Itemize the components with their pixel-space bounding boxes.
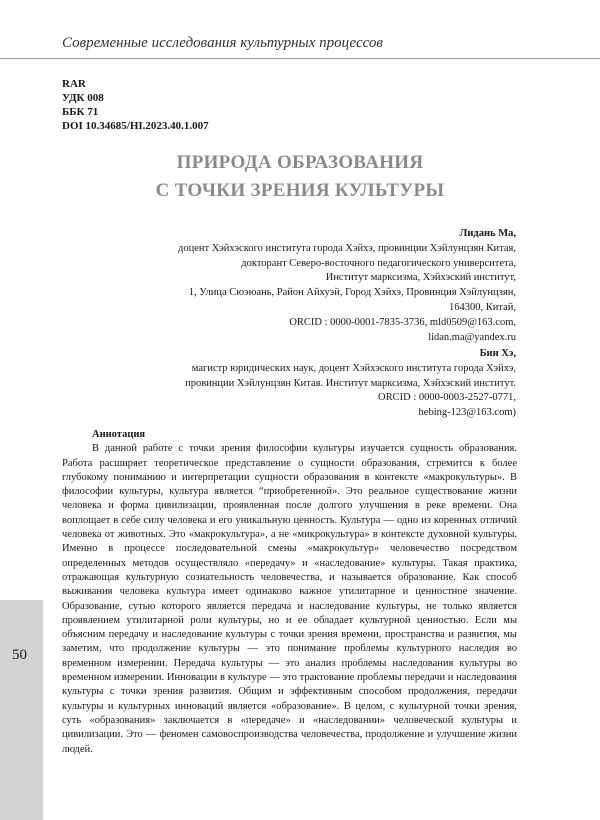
header-divider <box>0 58 600 59</box>
author-affiliation-line: Институт марксизма, Хэйхэский институт, <box>325 272 516 284</box>
abstract-heading: Аннотация <box>92 429 146 440</box>
author-name: Лидань Ма, <box>459 228 516 239</box>
title-line-1: ПРИРОДА ОБРАЗОВАНИЯ <box>176 152 424 173</box>
meta-doi: DOI 10.34685/HI.2023.40.1.007 <box>62 120 209 132</box>
author-affiliation-line: докторант Северо-восточного педагогического университета, <box>241 257 516 269</box>
author-contact-line: ORCID : 0000-0001-7835-3736, mld0509@163.com, <box>289 316 516 328</box>
author-block-1 <box>178 227 516 345</box>
journal-title: Современные исследования культурных процессов <box>62 35 383 51</box>
author-affiliation-line: доцент Хэйхэского института города Хэйхэ, провинции Хэйлунцзян Китая, <box>178 242 516 254</box>
page-side-tab <box>0 600 43 820</box>
meta-udk: УДК 008 <box>62 92 104 104</box>
title-line-2: С ТОЧКИ ЗРЕНИЯ КУЛЬТУРЫ <box>155 180 445 201</box>
author-email-line: lidan.ma@yandex.ru <box>428 331 516 343</box>
abstract-text: В данной работе с точки зрения философии культуры изучается сущность образования. Работа расширяет теоретическое представление о сущности образования, стремится к более глубокому пониманию и интерпретации сущности образования в контексте «макрокультуры». В философии культуры, культура является “приобретенной». Это реальное существование жизни человека и форма цивилизации, проявленная после долгого улучшения в реке времени. Она воплощает в себе силу человека и его уникальную ценность. Культура — одно из коренных отличий человека от животных. Это «макрокультура», а не «микрокультура» в контексте духовной культуры. Именно в процессе последовательной смены «макрокультур» человечество посредством определенных методов осуществляло «передачу» и «наследование» культуры. Такая практика, отражающая культурную сознательность человечества, и называется образование. Как способ выживания человека культура имеет одинаково важное утилитарное и ценностное значение. Образование, сутью которого является передача и наследование культуры, не только является проявлением утилитарной роли культуры, но и ее обладает культурной ценностью. Если мы объясним передачу и наследование культуры с точки зрения времени, пространства и развития, мы заметим, что продолжение культуры — это понимание проблемы культурного наследия во временном измерении. Передача культуры — это анализ проблемы наследования культуры во временном измерении. Инновации в культуре — это трактование проблемы передачи и наследования культуры с точки зрения развития. Общим и эффективным способом продолжения, передачи культуры и культурных инноваций является «образование». В целом, с культурной точки зрения, суть «образования» заключается в «передаче» и «наследовании» человеческой культуры и цивилизации. Это — феномен самовоспроизводства человечества, продолжение и улучшение жизни людей. <box>62 443 517 755</box>
author-affiliation-line: магистр юридических наук, доцент Хэйхэского института города Хэйхэ, <box>191 362 516 374</box>
page-number: 50 <box>12 647 27 663</box>
running-header <box>0 0 600 52</box>
author-address-line: 1, Улица Сюэюань, Район Айхуэй, Город Хэйхэ, Провинция Хэйлунцзян, <box>188 287 516 299</box>
author-address-line: 164300, Китай, <box>449 301 516 313</box>
meta-bbk: ББК 71 <box>62 106 99 118</box>
author-block-2 <box>185 347 516 421</box>
author-name: Бин Хэ, <box>479 348 516 359</box>
author-email-line: hebing-123@163.com) <box>418 407 516 419</box>
meta-rar: RAR <box>62 78 86 90</box>
author-contact-line: ORCID : 0000-0003-2527-0771, <box>378 392 516 404</box>
article-title <box>62 149 538 205</box>
abstract <box>62 428 517 757</box>
article-metadata <box>62 77 209 133</box>
author-affiliation-line: провинции Хэйлунцзян Китая. Институт марксизма, Хэйхэский институт. <box>185 377 516 389</box>
